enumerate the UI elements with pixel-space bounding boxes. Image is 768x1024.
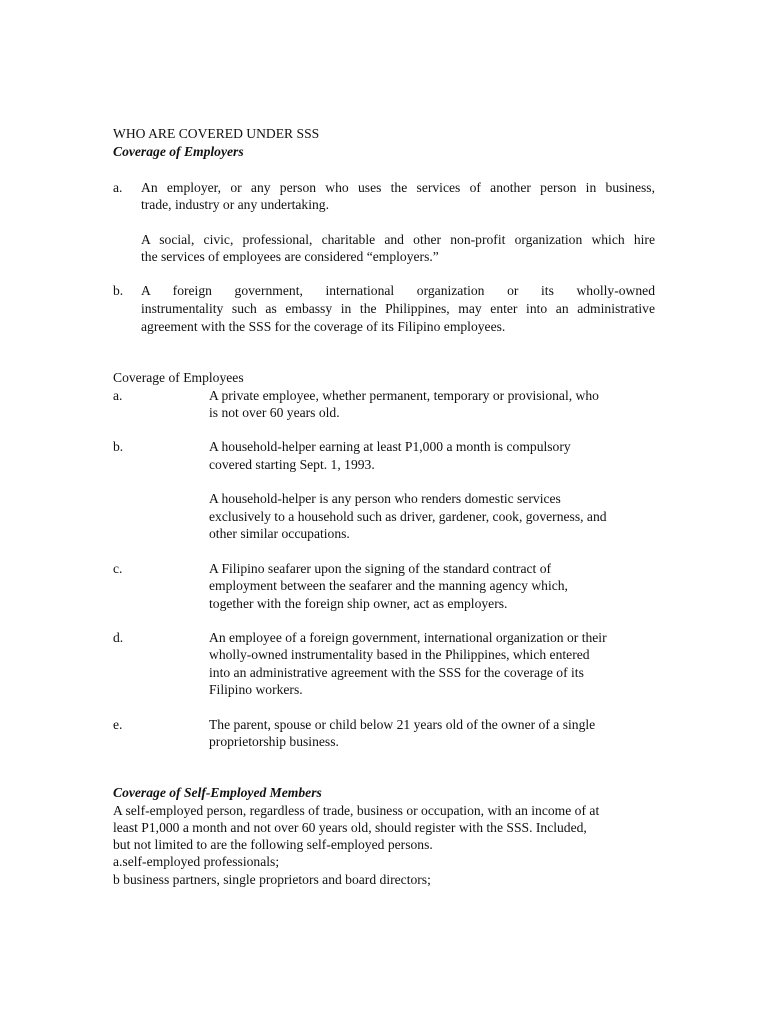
employers-item-b-label: b. — [113, 283, 124, 298]
employees-item-b-line-1: A household-helper earning at least P1,000 a month is compulsory — [209, 439, 571, 454]
employers-item-a-para2-line-2: the services of employees are considered “employers.” — [141, 249, 439, 264]
employees-item-c-line-1: A Filipino seafarer upon the signing of the standard contract of — [209, 561, 552, 576]
employers-item-a-label: a. — [113, 180, 123, 195]
self-employed-section-title: Coverage of Self-Employed Members — [113, 785, 322, 800]
employees-item-d-line-3: into an administrative agreement with the SSS for the coverage of its — [209, 665, 584, 680]
employees-item-b-label: b. — [113, 439, 124, 454]
employees-item-e-line-1: The parent, spouse or child below 21 years old of the owner of a single — [209, 717, 596, 732]
employees-item-d-line-2: wholly-owned instrumentality based in the Philippines, which entered — [209, 647, 590, 662]
employees-item-b-para2-line-3: other similar occupations. — [209, 526, 350, 541]
self-employed-line-2: least P1,000 a month and not over 60 years old, should register with the SSS. Included, — [113, 820, 587, 835]
employers-item-a-line-1: An employer, or any person who uses the services of another person in business, — [141, 180, 655, 195]
self-employed-line-4: a.self-employed professionals; — [113, 854, 280, 869]
self-employed-line-1: A self-employed person, regardless of trade, business or occupation, with an income of at — [113, 803, 600, 818]
employers-item-a-line-2: trade, industry or any undertaking. — [141, 197, 329, 212]
employees-item-a-line-2: is not over 60 years old. — [209, 405, 340, 420]
employees-item-c-line-2: employment between the seafarer and the manning agency which, — [209, 578, 568, 593]
employees-item-a-label: a. — [113, 388, 123, 403]
employees-item-d-line-4: Filipino workers. — [209, 682, 303, 697]
employers-item-b-line-3: agreement with the SSS for the coverage of its Filipino employees. — [141, 319, 506, 334]
self-employed-line-3: but not limited to are the following self-employed persons. — [113, 837, 433, 852]
employees-item-d-label: d. — [113, 630, 124, 645]
employees-item-b-line-2: covered starting Sept. 1, 1993. — [209, 457, 375, 472]
employees-item-c-line-3: together with the foreign ship owner, act as employers. — [209, 596, 508, 611]
document-heading: WHO ARE COVERED UNDER SSS — [113, 126, 320, 141]
employees-item-a-line-1: A private employee, whether permanent, temporary or provisional, who — [209, 388, 599, 403]
employers-item-b-line-2: instrumentality such as embassy in the Philippines, may enter into an administrative — [141, 301, 655, 316]
employees-item-c-label: c. — [113, 561, 123, 576]
employees-item-b-para2-line-1: A household-helper is any person who renders domestic services — [209, 491, 561, 506]
employers-item-b-line-1: A foreign government, international organization or its wholly-owned — [141, 283, 655, 298]
employees-item-e-label: e. — [113, 717, 123, 732]
employers-section-title: Coverage of Employers — [113, 144, 244, 159]
self-employed-line-5: b business partners, single proprietors and board directors; — [113, 872, 431, 887]
employees-item-e-line-2: proprietorship business. — [209, 734, 339, 749]
employees-item-d-line-1: An employee of a foreign government, international organization or their — [209, 630, 607, 645]
employers-item-a-para2-line-1: A social, civic, professional, charitable and other non-profit organization which hire — [141, 232, 655, 247]
employees-section-title: Coverage of Employees — [113, 370, 244, 385]
employees-item-b-para2-line-2: exclusively to a household such as driver, gardener, cook, governess, and — [209, 509, 607, 524]
